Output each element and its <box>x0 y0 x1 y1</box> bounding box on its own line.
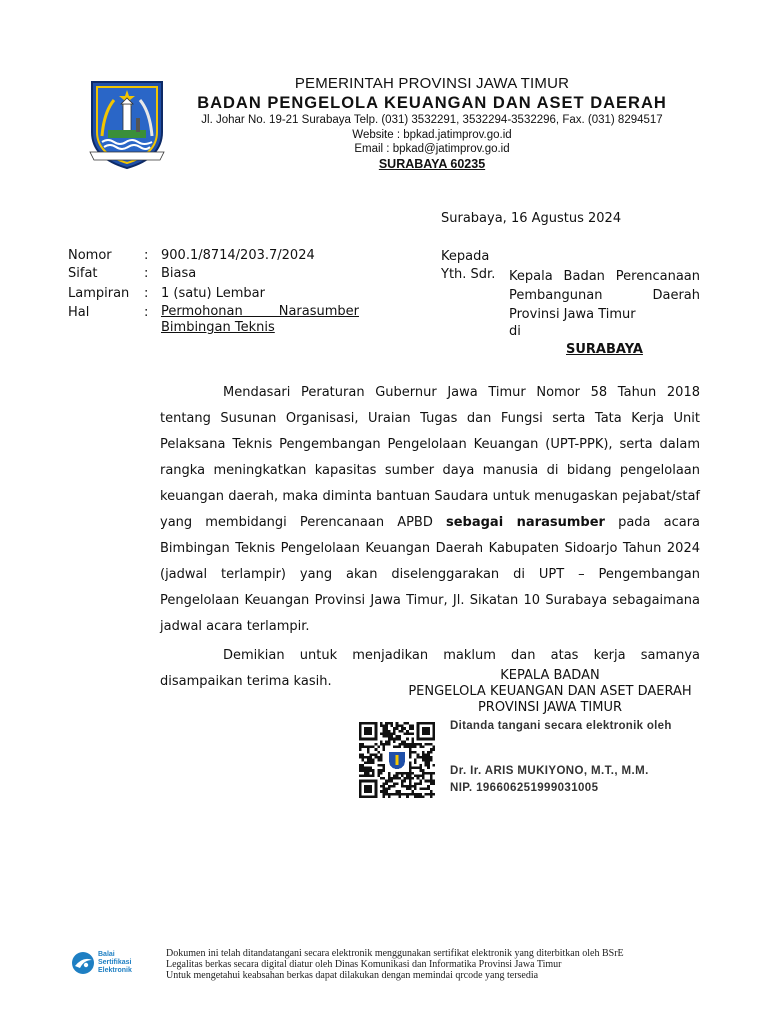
body-p1-part2: pada acara Bimbingan Teknis Pengelolaan Keuangan Daerah Kabupaten Sidoarjo Tahun 2024 (jadwal terlampir) yang akan diselenggarakan di UPT – Pengembangan Pengelolaan Keuangan Provinsi Jawa Timur, Jl. Sikatan 10 Surabaya sebagaimana jadwal acara terlampir. <box>160 515 701 634</box>
recipient-line-3: Provinsi Jawa Timur <box>509 307 636 322</box>
addressee-recipient <box>509 267 700 324</box>
sifat-separator: : <box>144 266 149 281</box>
footer-line-1: Dokumen ini telah ditandatangani secara elektronik menggunakan sertifikat elektronik yang diterbitkan oleh BSrE <box>166 948 624 959</box>
agency-email: Email : bpkad@jatimprov.go.id <box>354 143 510 155</box>
hal-value <box>161 304 359 336</box>
hal-value-line-1: Permohonan Narasumber <box>161 304 359 319</box>
signature-title-2: PENGELOLA KEUANGAN DAN ASET DAERAH <box>408 684 692 699</box>
signature-title-3: PROVINSI JAWA TIMUR <box>477 700 623 715</box>
coat-of-arms-logo <box>88 78 166 170</box>
body-paragraph-2: Demikian untuk menjadikan maklum dan atas kerja samanya disampaikan terima kasih. <box>160 648 700 689</box>
signer-info <box>450 763 649 797</box>
signature-title-1: KEPALA BADAN <box>500 668 600 683</box>
agency-city-postcode: SURABAYA 60235 <box>378 157 486 171</box>
addressee-yth: Yth. Sdr. <box>441 267 496 282</box>
hal-separator: : <box>144 305 149 320</box>
qr-code-icon[interactable] <box>359 722 435 798</box>
nomor-label: Nomor <box>68 248 112 263</box>
hal-value-line-2: Bimbingan Teknis <box>161 320 275 335</box>
recipient-line-2: Pembangunan Daerah <box>509 288 700 303</box>
nomor-separator: : <box>144 248 149 263</box>
signer-nip: NIP. 196606251999031005 <box>450 782 599 794</box>
agency-address: Jl. Johar No. 19-21 Surabaya Telp. (031) 3532291, 3532294-3532296, Fax. (031) 8294517 <box>201 114 663 126</box>
lampiran-label: Lampiran <box>68 286 130 301</box>
nomor-value: 900.1/8714/203.7/2024 <box>161 248 315 263</box>
sifat-value: Biasa <box>161 266 197 281</box>
government-name: PEMERINTAH PROVINSI JAWA TIMUR <box>294 75 570 92</box>
esign-note: Ditanda tangani secara elektronik oleh <box>450 720 672 732</box>
hal-label: Hal <box>68 305 90 320</box>
agency-name: BADAN PENGELOLA KEUANGAN DAN ASET DAERAH <box>197 94 667 112</box>
recipient-line-1: Kepala Badan Perencanaan <box>509 269 700 284</box>
body-p1-part1: Mendasari Peraturan Gubernur Jawa Timur Nomor 58 Tahun 2018 tentang Susunan Organisasi, Uraian Tugas dan Fungsi serta Tata Kerja Unit Pelaksana Teknis Pengembangan Pengelolaan Keuangan (UPT-PPK), serta dalam rangka meningkatkan kapasitas sumber daya manusia di bidang pengelolaan keuangan daerah, maka diminta bantuan Saudara untuk menugaskan pejabat/staf yang membidangi Perencanaan APBD <box>160 385 700 530</box>
place-date: Surabaya, 16 Agustus 2024 <box>441 211 622 226</box>
signature-block <box>400 668 700 716</box>
footer-line-2: Legalitas berkas secara digital diatur oleh Dinas Komunikasi dan Informatika Provinsi Jawa Timur <box>166 959 562 970</box>
lampiran-value: 1 (satu) Lembar <box>161 286 265 301</box>
signer-name: Dr. Ir. ARIS MUKIYONO, M.T., M.M. <box>450 765 649 777</box>
body-paragraph-1 <box>160 380 700 640</box>
bsre-logo <box>70 950 160 976</box>
bsre-logo-text-3: Elektronik <box>98 967 132 974</box>
lampiran-separator: : <box>144 286 149 301</box>
body-p1-bold: sebagai narasumber <box>445 515 605 530</box>
bsre-logo-text-2: Sertifikasi <box>98 959 132 966</box>
addressee-di: di <box>509 324 521 339</box>
sifat-label: Sifat <box>68 266 98 281</box>
letter-body <box>160 380 700 695</box>
footer-disclaimer <box>166 948 624 981</box>
agency-website: Website : bpkad.jatimprov.go.id <box>352 129 512 141</box>
addressee-city: SURABAYA <box>566 342 643 357</box>
letterhead <box>176 74 688 172</box>
bsre-logo-text-1: Balai <box>98 951 115 958</box>
footer-line-3: Untuk mengetahui keabsahan berkas dapat dilakukan dengan memindai qrcode yang tersedia <box>166 970 539 981</box>
addressee-kepada: Kepada <box>441 249 490 264</box>
